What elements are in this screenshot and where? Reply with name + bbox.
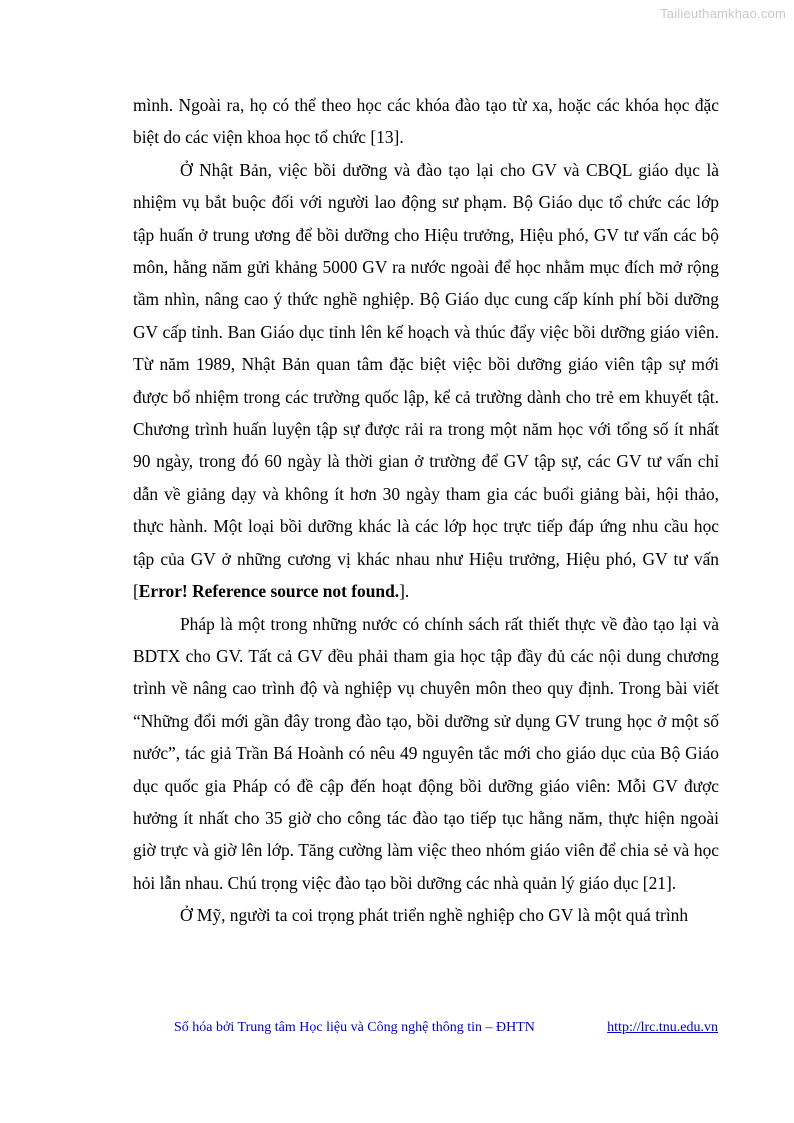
paragraph-japan bbox=[133, 154, 719, 608]
paragraph-japan-closing: ]. bbox=[399, 581, 410, 602]
document-body bbox=[133, 89, 719, 932]
watermark-text: Tailieuthamkhao.com bbox=[660, 6, 786, 21]
paragraph-japan-text: Ở Nhật Bản, việc bồi dưỡng và đào tạo lại cho GV và CBQL giáo dục là nhiệm vụ bắt buộc đối với người lao động sư phạm. Bộ Giáo dục tổ chức các lớp tập huấn ở trung ương để bồi dưỡng cho Hiệu trưởng, Hiệu phó, GV tư vấn các bộ môn, hằng năm gửi khảng 5000 GV ra nước ngoài để học nhằm mục đích mở rộng tầm nhìn, nâng cao ý thức nghề nghiệp. Bộ Giáo dục cung cấp kính phí bồi dưỡng GV cấp tỉnh. Ban Giáo dục tỉnh lên kế hoạch và thúc đẩy việc bồi dưỡng giáo viên. Từ năm 1989, Nhật Bản quan tâm đặc biệt việc bồi dưỡng giáo viên tập sự mới được bổ nhiệm trong các trường quốc lập, kể cả trường dành cho trẻ em khuyết tật. Chương trình huấn luyện tập sự được rải ra trong một năm học với tổng số ít nhất 90 ngày, trong đó 60 ngày là thời gian ở trường để GV tập sự, các GV tư vấn chỉ dẫn về giảng dạy và không ít hơn 30 ngày tham gia các buổi giảng bài, hội thảo, thực hành. Một loại bồi dưỡng khác là các lớp học trực tiếp đáp ứng nhu cầu học tập của GV ở những cương vị khác nhau như Hiệu trưởng, Hiệu phó, GV tư vấn [ bbox=[133, 159, 719, 602]
paragraph-continuation: mình. Ngoài ra, họ có thể theo học các khóa đào tạo từ xa, hoặc các khóa học đặc biệt do các viện khoa học tổ chức [13]. bbox=[133, 95, 719, 148]
footer-credit: Số hóa bởi Trung tâm Học liệu và Công nghệ thông tin – ĐHTN bbox=[174, 1020, 535, 1035]
reference-error: Error! Reference source not found. bbox=[138, 581, 400, 602]
paragraph-usa: Ở Mỹ, người ta coi trọng phát triển nghề nghiệp cho GV là một quá trình bbox=[180, 905, 689, 926]
paragraph-france: Pháp là một trong những nước có chính sách rất thiết thực về đào tạo lại và BDTX cho GV. Tất cả GV đều phải tham gia học tập đầy đủ các nội dung chương trình về nâng cao trình độ và nghiệp vụ chuyên môn theo quy định. Trong bài viết “Những đổi mới gần đây trong đào tạo, bồi dưỡng sử dụng GV trung học ở một số nước”, tác giả Trần Bá Hoành có nêu 49 nguyên tắc mới cho giáo dục của Bộ Giáo dục quốc gia Pháp có đề cập đến hoạt động bồi dưỡng giáo viên: Mỗi GV được hưởng ít nhất cho 35 giờ cho công tác đào tạo tiếp tục hằng năm, thực hiện ngoài giờ trực và giờ lên lớp. Tăng cường làm việc theo nhóm giáo viên để chia sẻ và học hỏi lẫn nhau. Chú trọng việc đào tạo bồi dưỡng các nhà quản lý giáo dục [21]. bbox=[133, 613, 719, 893]
page-footer bbox=[174, 1020, 718, 1036]
footer-link[interactable]: http://lrc.tnu.edu.vn bbox=[607, 1020, 718, 1035]
